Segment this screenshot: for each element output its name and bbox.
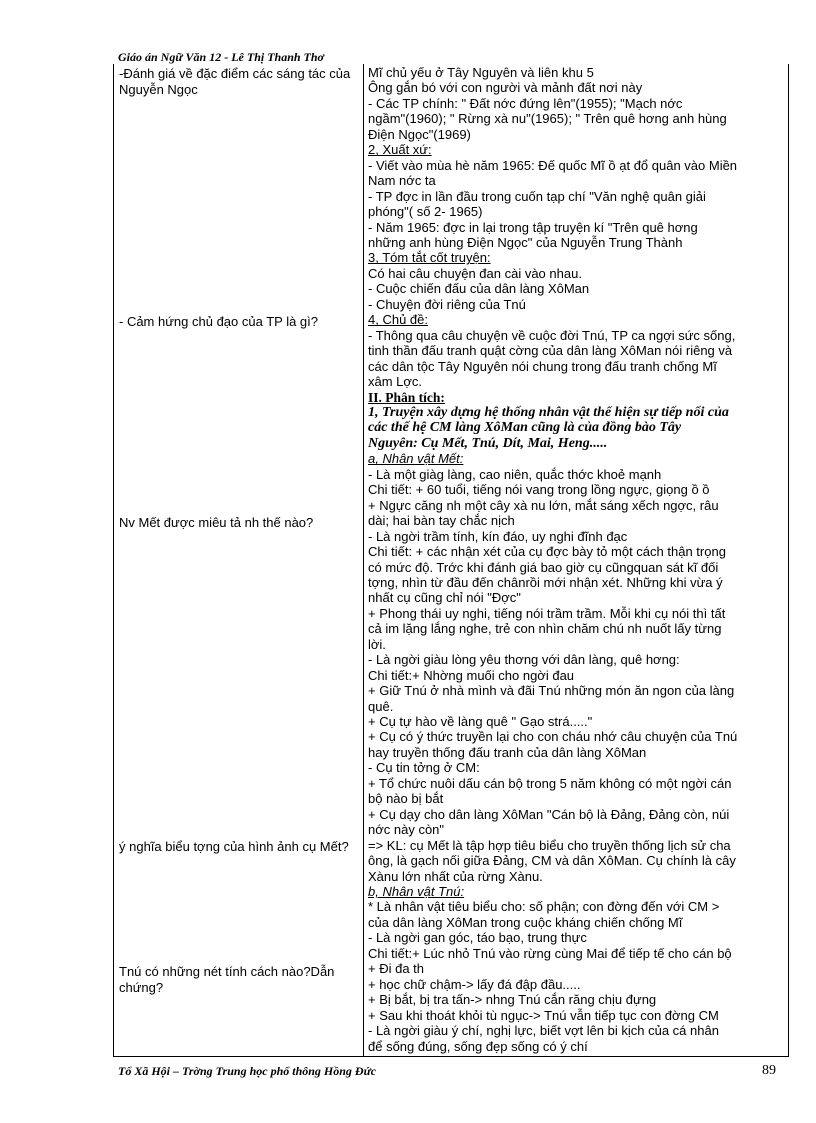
page-header: Giáo án Ngữ Văn 12 - Lê Thị Thanh Thơ [118, 50, 324, 64]
column-divider [363, 64, 364, 1056]
answer-line: + học chữ chậm-> lấy đá đập đầu..... [368, 976, 581, 992]
answer-line: xâm Lợc. [368, 374, 423, 390]
answer-line: + Sau khi thoát khỏi tù ngục-> Tnú vẫn tiếp tục con đờng CM [368, 1007, 719, 1023]
answer-line: + Phong thái uy nghi, tiếng nói trầm trầm. Mỗi khi cụ nói thì tất [368, 605, 726, 621]
answer-line: dài; hai bàn tay chắc nịch [368, 513, 515, 529]
answer-line: + Cụ tự hào về làng quê " Gạo strá....." [368, 714, 593, 730]
answer-line: - Viết vào mùa hè năm 1965: Đế quốc Mĩ ồ ạt đổ quân vào Miền [368, 157, 738, 173]
question-item: ý nghĩa biểu tợng của hình ảnh cụ Mết? [119, 839, 349, 854]
answer-line: - Là ngời gan góc, táo bạo, trung thực [368, 930, 587, 946]
answer-line: + Giữ Tnú ở nhà mình và đãi Tnú những món ăn ngon của làng [368, 683, 735, 699]
answer-line: quê. [368, 698, 394, 714]
answer-line: có mức độ. Trớc khi đánh giá bao giờ cụ cũngquan sát kĩ đối [368, 559, 719, 575]
answer-line: + Bị bắt, bị tra tấn-> nhng Tnú cắn răng chịu đựng [368, 992, 657, 1008]
answer-line: - Cụ tin tởng ở CM: [368, 760, 480, 776]
answer-line: Chi tiết: + các nhận xét của cụ đợc bày tỏ một cách thận trọng [368, 544, 726, 560]
answer-line: nhất cụ cũng chỉ nói "Đợc" [368, 590, 521, 606]
answer-line: - Năm 1965: đợc in lại trong tập truyện kí "Trên quê hơng [368, 219, 698, 235]
answer-line: phóng"( số 2- 1965) [368, 204, 483, 220]
answer-line: Nam nớc ta [368, 173, 436, 189]
question-item: Tnú có những nét tính cách nào?Dẫn chứng? [119, 964, 335, 995]
answer-line: - Thông qua câu chuyện về cuộc đời Tnú, TP ca ngợi sức sống, [368, 327, 736, 343]
answer-line: + Cụ có ý thức truyền lại cho con cháu nhớ câu chuyện của Tnú [368, 729, 738, 745]
answer-line: + Ngực căng nh một cây xà nu lớn, mắt sáng xếch ngợc, râu [368, 497, 719, 513]
answer-line: * Là nhân vật tiêu biểu cho: số phận; con đờng đến với CM > [368, 899, 720, 915]
answer-line: nớc này còn" [368, 822, 445, 838]
answer-line: hay truyền thống đấu tranh của dân làng XôMan [368, 744, 647, 760]
subsection-title: Nguyên: Cụ Mết, Tnú, Dít, Mai, Heng..... [368, 435, 608, 451]
answer-line: - Cuộc chiến đấu của dân làng XôMan [368, 281, 590, 297]
subsection-title: 1, Truyện xây dựng hệ thống nhân vật thể hiện sự tiếp nối của [368, 404, 729, 420]
answer-line: ngầm"(1960); " Rừng xà nu"(1965); " Trên quê hơng anh hùng [368, 111, 727, 127]
answer-line: + Đi đa th [368, 961, 425, 977]
answer-line: tợng, nhìn từ đầu đến chânrồi mới nhận xét. Những khi vừa ý [368, 574, 723, 590]
answer-line: các dân tộc Tây Nguyên nói chung trong đấu tranh chống Mĩ [368, 358, 717, 374]
section-heading: 2, Xuất xứ: [368, 142, 432, 158]
character-heading: b, Nhân vật Tnú: [368, 884, 465, 900]
answer-line: bộ nào bị bắt [368, 791, 444, 807]
answer-line: Có hai câu chuyện đan cài vào nhau. [368, 265, 582, 281]
answer-line: cả im lặng lắng nghe, trẻ con nhìn chăm chú nh nuốt lấy từng [368, 621, 722, 637]
question-item: - Cảm hứng chủ đạo của TP là gì? [119, 314, 319, 329]
section-heading: II. Phân tích: [368, 389, 445, 405]
answer-line: - Là một giàg làng, cao niên, quắc thớc khoẻ mạnh [368, 466, 662, 482]
answer-line: lời. [368, 636, 386, 652]
answer-line: - Các TP chính: " Đất nớc đứng lên"(1955); "Mạch nớc [368, 95, 683, 111]
answer-line: ông, là gạch nối giữa Đảng, CM và dân XôMan. Cụ chính là cây [368, 853, 736, 869]
page-footer: Tổ Xã Hội – Trờng Trung học phổ thông Hồng Đức [118, 1064, 377, 1078]
answer-line: - Là ngời trầm tính, kín đáo, uy nghi đĩnh đạc [368, 528, 628, 544]
lesson-table [113, 64, 789, 1057]
section-heading: 4, Chủ đề: [368, 312, 428, 328]
answer-line: Mĩ chủ yếu ở Tây Nguyên và liên khu 5 [368, 65, 594, 80]
answer-line: - TP đợc in lần đầu trong cuốn tạp chí "Văn nghệ quân giải [368, 188, 706, 204]
answer-line: => KL: cụ Mết là tập hợp tiêu biểu cho truyền thống lịch sử cha [368, 837, 731, 853]
answer-line: - Chuyện đời riêng của Tnú [368, 296, 526, 312]
answer-line: + Tổ chức nuôi dấu cán bộ trong 5 năm không có một ngời cán [368, 775, 732, 791]
answer-line: - Là ngời giàu ý chí, nghị lực, biết vợt lên bi kịch của cá nhân [368, 1023, 719, 1039]
answer-line: + Cụ dạy cho dân làng XôMan "Cán bộ là Đảng, Đảng còn, núi [368, 806, 730, 822]
answer-line: Điện Ngọc"(1969) [368, 126, 471, 142]
answer-line: Chi tiết:+ Nhờng muối cho ngời đau [368, 667, 575, 683]
answer-line: để sống đúng, sống đẹp sống có ý chí [368, 1038, 588, 1054]
answer-line: Chi tiết: + 60 tuổi, tiếng nói vang trong lồng ngực, giọng ồ ồ [368, 482, 710, 498]
section-heading: 3, Tóm tắt cốt truyện: [368, 250, 491, 266]
answer-line: Chi tiết:+ Lúc nhỏ Tnú vào rừng cùng Mai để tiếp tế cho cán bộ [368, 945, 732, 961]
character-heading: a, Nhân vật Mết: [368, 451, 464, 467]
answer-column [368, 65, 786, 1054]
question-item: -Đánh giá về đặc điểm các sáng tác của Nguyễn Ngọc [119, 66, 351, 97]
subsection-title: các thế hệ CM làng XôMan cũng là của đồng bào Tây [368, 420, 682, 436]
answer-line: tinh thần đấu tranh quật cờng của dân làng XôMan nói riêng và [368, 343, 733, 359]
answer-line: Xànu lớn nhất của rừng Xànu. [368, 868, 543, 884]
answer-line: - Là ngời giàu lòng yêu thơng với dân làng, quê hơng: [368, 652, 680, 668]
answer-line: Ông gắn bó với con người và mảnh đất nơi này [368, 80, 643, 96]
question-item: Nv Mết được miêu tả nh thế nào? [119, 515, 314, 530]
page-number: 89 [762, 1063, 776, 1078]
answer-line: những anh hùng Điện Ngọc" của Nguyễn Trung Thành [368, 234, 683, 250]
answer-line: của dân làng XôMan trong cuộc kháng chiến chống Mĩ [368, 914, 683, 930]
